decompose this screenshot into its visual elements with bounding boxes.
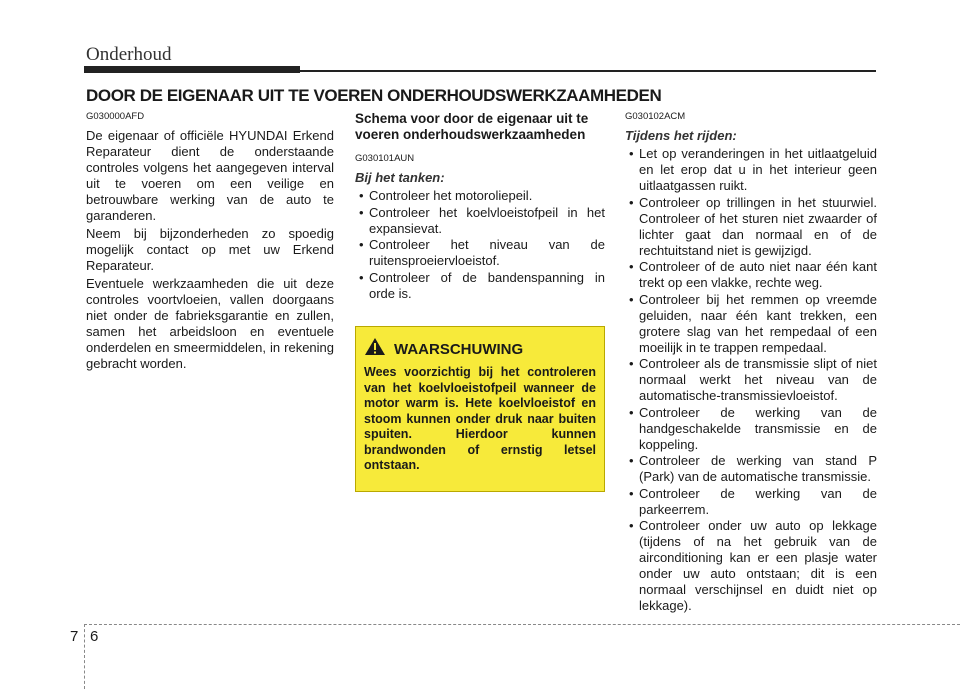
subheading-driving: Tijdens het rijden: xyxy=(625,128,737,143)
section-title: DOOR DE EIGENAAR UIT TE VOEREN ONDERHOUDSWERKZAAMHEDEN xyxy=(86,86,662,105)
warning-header xyxy=(364,337,596,361)
section-code: G030102ACM xyxy=(625,111,686,122)
column-intro xyxy=(86,111,334,374)
header-rule-thin xyxy=(300,70,876,72)
list-item: • Controleer de werking van stand P (Park) van de automatische transmissie. xyxy=(625,453,877,485)
chapter-title: Onderhoud xyxy=(86,44,172,65)
warning-text: Wees voorzichtig bij het controleren van het koelvloeistofpeil wanneer de motor warm is. Hete koelvloeistof en stoom kunnen onder druk naar buiten spuiten. Hierdoor kunnen brandwonden of ernstig letsel ontstaan. xyxy=(364,365,596,472)
footer-rule xyxy=(84,624,960,625)
list-item: • Controleer het koelvloeistofpeil in het expansievat. xyxy=(355,205,605,237)
warning-triangle-icon xyxy=(364,337,386,361)
column-driving xyxy=(625,111,877,615)
schedule-heading: Schema voor door de eigenaar uit te voeren onderhoudswerkzaamheden xyxy=(355,111,589,142)
list-item: • Controleer het motoroliepeil. xyxy=(355,188,605,204)
warning-title: WAARSCHUWING xyxy=(394,340,524,358)
footer-divider xyxy=(84,624,85,689)
section-code: G030000AFD xyxy=(86,111,145,122)
list-item: • Controleer op trillingen in het stuurwiel. Controleer of het sturen niet zwaarder of lichter gaat dan normaal en of de rechtuitstand niet is gewijzigd. xyxy=(625,195,877,259)
list-item: • Controleer het niveau van de ruitensproeiervloeistof. xyxy=(355,237,605,269)
list-item: • Controleer of de auto niet naar één kant trekt op een vlakke, rechte weg. xyxy=(625,259,877,291)
list-item: • Controleer onder uw auto op lekkage (tijdens of na het gebruik van de airconditioning kan er een plasje water onder uw auto ontstaan; dit is een normaal verschijnsel en duidt niet op lekkage). xyxy=(625,518,877,614)
column-refuel xyxy=(355,111,605,302)
page-number: 6 xyxy=(90,628,99,645)
refuel-checklist xyxy=(355,188,605,302)
list-item: • Controleer de werking van de handgeschakelde transmissie en de koppeling. xyxy=(625,405,877,453)
list-item: • Controleer als de transmissie slipt of niet normaal werkt het niveau van de automatische-transmissievloeistof. xyxy=(625,356,877,404)
header-rule-thick xyxy=(84,66,300,73)
list-item: • Let op veranderingen in het uitlaatgeluid en let erop dat u in het interieur geen uitlaatgassen ruikt. xyxy=(625,146,877,194)
chapter-number: 7 xyxy=(70,628,79,645)
paragraph: Neem bij bijzonderheden zo spoedig mogelijk contact op met uw Erkend Reparateur. xyxy=(86,226,334,273)
paragraph: De eigenaar of officiële HYUNDAI Erkend Reparateur dient de onderstaande controles volgens het aangegeven interval uit te voeren om een veilige en betrouwbare werking van de auto te garanderen. xyxy=(86,128,334,223)
section-code: G030101AUN xyxy=(355,153,415,164)
driving-checklist xyxy=(625,146,877,614)
subheading-refuel: Bij het tanken: xyxy=(355,170,445,185)
list-item: • Controleer de werking van de parkeerrem. xyxy=(625,486,877,518)
warning-box xyxy=(355,326,605,492)
paragraph: Eventuele werkzaamheden die uit deze controles voortvloeien, vallen doorgaans niet onder de fabrieksgarantie en zullen, samen het arbeidsloon en eventuele onderdelen en smeermiddelen, in rekening gebracht worden. xyxy=(86,276,334,371)
list-item: • Controleer bij het remmen op vreemde geluiden, naar één kant trekken, een grotere slag van het rempedaal of een moeilijk in te trappen rempedaal. xyxy=(625,292,877,356)
list-item: • Controleer of de bandenspanning in orde is. xyxy=(355,270,605,302)
